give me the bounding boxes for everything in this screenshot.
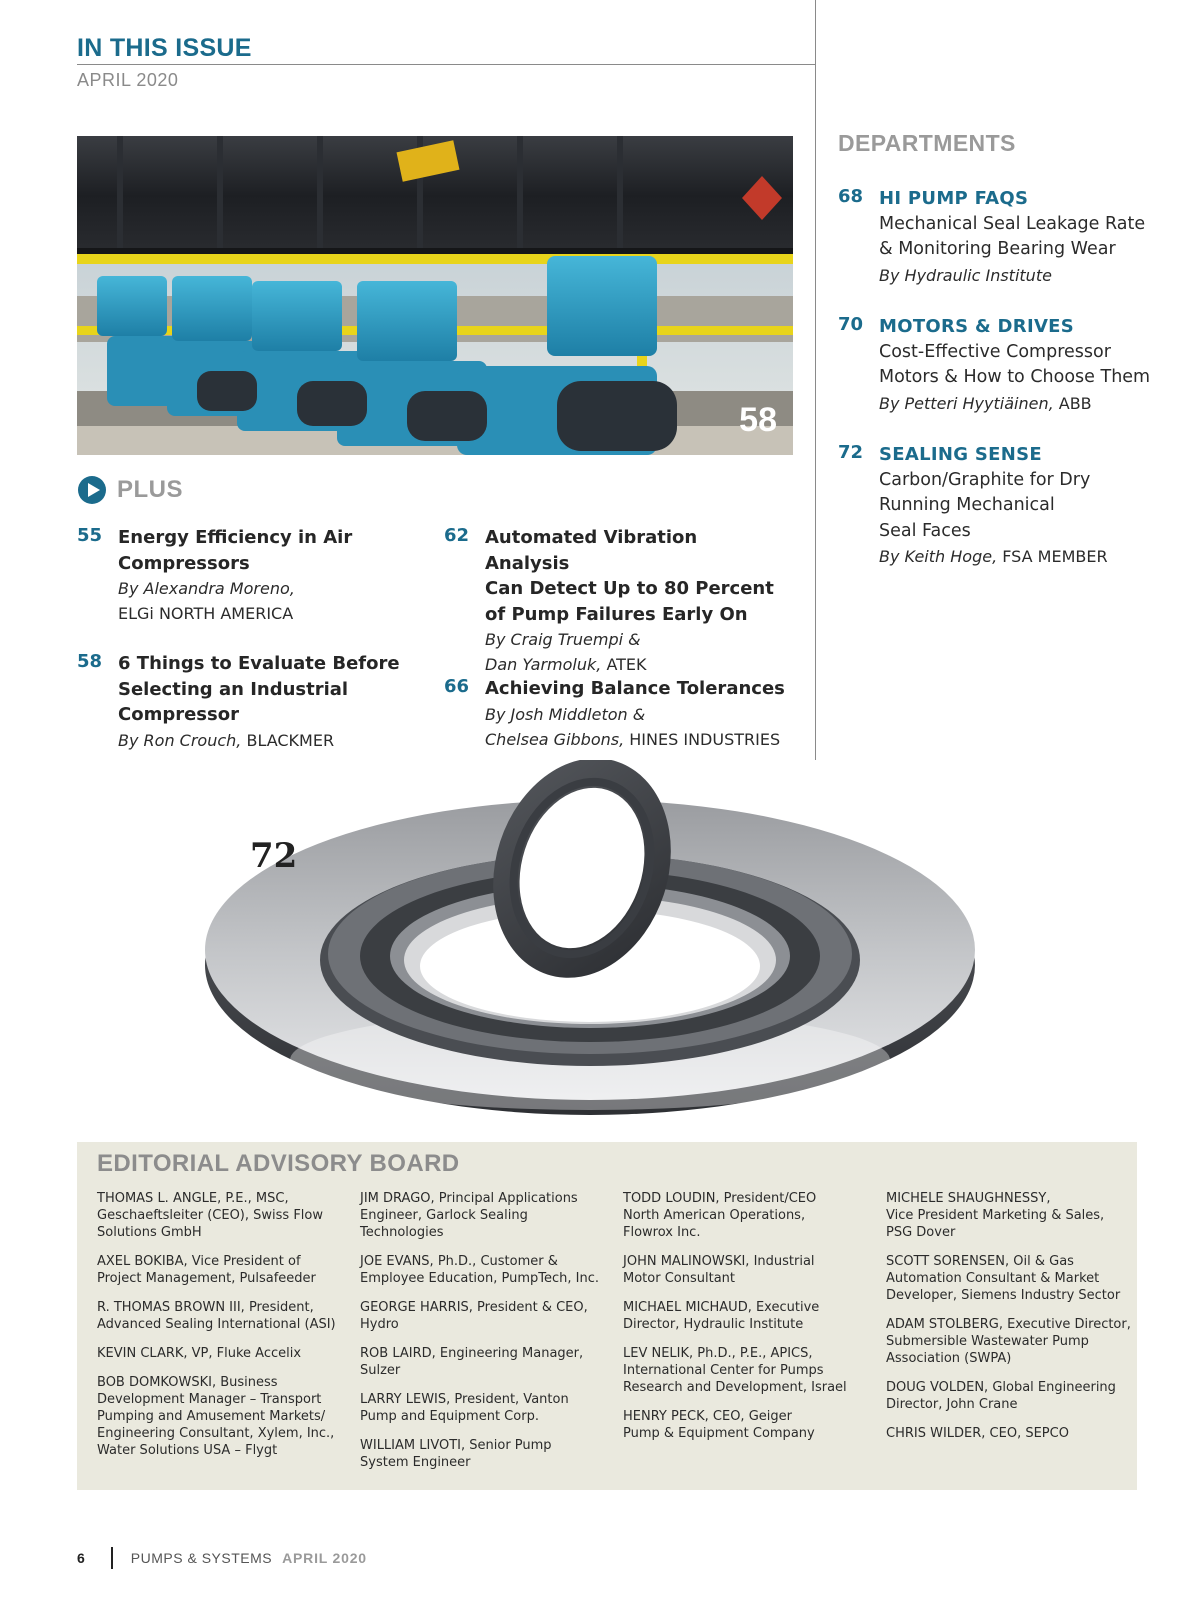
- board-title: EDITORIAL ADVISORY BOARD: [97, 1150, 460, 1177]
- board-member-line: LEV NELIK, Ph.D., P.E., APICS,: [623, 1346, 813, 1361]
- board-member-line: Association (SWPA): [886, 1351, 1012, 1366]
- plus-article-55[interactable]: [77, 525, 417, 626]
- board-member: [623, 1253, 873, 1287]
- board-member-line: JOHN MALINOWSKI, Industrial: [623, 1254, 815, 1269]
- board-member: [97, 1374, 347, 1459]
- board-member-line: GEORGE HARRIS, President & CEO,: [360, 1300, 588, 1315]
- board-member-line: WILLIAM LIVOTI, Senior Pump: [360, 1438, 552, 1453]
- plus-article-66[interactable]: [444, 676, 804, 752]
- board-column-4: [886, 1190, 1136, 1454]
- byline-org: BLACKMER: [241, 730, 335, 750]
- department-subtitle-line: Carbon/Graphite for Dry: [879, 469, 1091, 490]
- board-member-line: SCOTT SORENSEN, Oil & Gas: [886, 1254, 1074, 1269]
- board-member-line: Automation Consultant & Market: [886, 1271, 1100, 1286]
- footer-page-number: 6: [77, 1550, 85, 1566]
- board-member-line: TODD LOUDIN, President/CEO: [623, 1191, 817, 1206]
- compressor-photo[interactable]: [77, 136, 793, 455]
- department-byline: [879, 391, 1188, 417]
- editorial-advisory-board: [77, 1142, 1137, 1490]
- article-title-line: Energy Efficiency in Air: [118, 527, 353, 548]
- byline-author: Dan Yarmoluk,: [485, 655, 602, 674]
- board-member-line: Sulzer: [360, 1363, 401, 1378]
- board-member-line: Research and Development, Israel: [623, 1380, 847, 1395]
- article-byline: [118, 576, 417, 626]
- byline-author: By Josh Middleton &: [485, 704, 646, 724]
- department-subtitle: [879, 468, 1188, 545]
- board-member: [886, 1425, 1136, 1442]
- plus-label: PLUS: [117, 476, 184, 503]
- board-member-line: Hydro: [360, 1317, 399, 1332]
- department-hi-pump-faqs[interactable]: [838, 186, 1188, 289]
- byline-author: By Alexandra Moreno,: [118, 579, 295, 598]
- article-title-line: Compressor: [118, 704, 239, 725]
- board-member: [886, 1190, 1136, 1241]
- board-member-line: System Engineer: [360, 1455, 471, 1470]
- byline-org: HINES INDUSTRIES: [624, 729, 781, 749]
- hero-page-number: 58: [739, 401, 777, 439]
- board-member: [360, 1190, 610, 1241]
- byline-org: FSA MEMBER: [997, 547, 1108, 566]
- board-member-line: BOB DOMKOWSKI, Business: [97, 1375, 278, 1390]
- board-member: [886, 1253, 1136, 1304]
- plus-heading: [77, 474, 183, 506]
- article-byline: [485, 702, 804, 752]
- board-member-line: Development Manager – Transport: [97, 1392, 322, 1407]
- byline-org: ATEK: [601, 655, 647, 674]
- board-member: [360, 1253, 610, 1287]
- board-member-line: Technologies: [360, 1225, 444, 1240]
- byline-author: By Keith Hoge,: [879, 547, 998, 566]
- department-subtitle: [879, 340, 1188, 391]
- plus-article-58[interactable]: [77, 651, 417, 753]
- board-member-line: Director, John Crane: [886, 1397, 1018, 1412]
- department-page-number: 70: [838, 314, 864, 335]
- seal-rings-photo[interactable]: [190, 760, 990, 1140]
- column-divider: [815, 0, 816, 760]
- board-member: [97, 1253, 347, 1287]
- board-member-line: KEVIN CLARK, VP, Fluke Accelix: [97, 1346, 302, 1361]
- board-member-line: MICHELE SHAUGHNESSY,: [886, 1191, 1051, 1206]
- page-title: IN THIS ISSUE: [77, 34, 252, 62]
- article-page-number: 62: [444, 525, 470, 546]
- board-member-line: Solutions GmbH: [97, 1225, 202, 1240]
- board-column-1: [97, 1190, 347, 1471]
- board-member-line: Project Management, Pulsafeeder: [97, 1271, 316, 1286]
- board-member: [623, 1345, 873, 1396]
- board-member: [623, 1299, 873, 1333]
- article-title-line: Compressors: [118, 552, 250, 574]
- board-member: [360, 1391, 610, 1425]
- board-member-line: International Center for Pumps: [623, 1363, 824, 1378]
- board-member-line: Employee Education, PumpTech, Inc.: [360, 1271, 600, 1286]
- article-title-line: Achieving Balance Tolerances: [485, 678, 785, 699]
- article-title: [485, 525, 784, 627]
- board-member-line: Submersible Wastewater Pump: [886, 1334, 1089, 1349]
- board-member-line: HENRY PECK, CEO, Geiger: [623, 1409, 792, 1424]
- article-title: [118, 651, 417, 728]
- board-member: [360, 1437, 610, 1471]
- byline-org: ABB: [1053, 393, 1092, 413]
- byline-author: By Hydraulic Institute: [879, 265, 1052, 285]
- byline-author: By Craig Truempi &: [485, 630, 641, 649]
- article-page-number: 66: [444, 676, 470, 697]
- board-member: [97, 1190, 347, 1241]
- board-member-line: ROB LAIRD, Engineering Manager,: [360, 1346, 584, 1361]
- footer-magazine-name: PUMPS & SYSTEMS: [130, 1550, 273, 1566]
- article-title-line: Selecting an Industrial: [118, 678, 349, 700]
- board-member-line: Pumping and Amusement Markets/: [97, 1409, 326, 1424]
- plus-article-62[interactable]: [444, 525, 784, 677]
- department-subtitle: [879, 212, 1188, 263]
- department-page-number: 72: [838, 442, 864, 463]
- board-member-line: LARRY LEWIS, President, Vanton: [360, 1392, 569, 1407]
- board-column-3: [623, 1190, 873, 1454]
- board-member-line: PSG Dover: [886, 1225, 956, 1240]
- article-title-line: Automated Vibration Analysis: [485, 527, 698, 574]
- department-subtitle-line: Motors & How to Choose Them: [879, 367, 1151, 387]
- department-subtitle-line: Mechanical Seal Leakage Rate: [879, 213, 1146, 234]
- department-subtitle-line: Seal Faces: [879, 520, 971, 541]
- article-byline: [485, 627, 784, 677]
- board-member-line: Engineering Consultant, Xylem, Inc.,: [97, 1426, 335, 1441]
- article-title: [485, 676, 804, 702]
- board-member-line: MICHAEL MICHAUD, Executive: [623, 1300, 820, 1315]
- board-member-line: North American Operations,: [623, 1208, 806, 1223]
- article-title-line: 6 Things to Evaluate Before: [118, 653, 400, 674]
- department-title: SEALING SENSE: [879, 444, 1042, 465]
- board-member-line: Water Solutions USA – Flygt: [97, 1443, 278, 1458]
- seal-page-number: 72: [250, 836, 298, 876]
- board-member: [886, 1379, 1136, 1413]
- issue-date: APRIL 2020: [77, 70, 179, 90]
- play-circle-icon: [77, 475, 107, 505]
- board-member-line: R. THOMAS BROWN III, President,: [97, 1300, 314, 1315]
- board-member-line: CHRIS WILDER, CEO, SEPCO: [886, 1426, 1069, 1441]
- header-rule: [77, 64, 815, 65]
- board-column-2: [360, 1190, 610, 1483]
- board-member-line: Pump & Equipment Company: [623, 1426, 815, 1441]
- board-member-line: Engineer, Garlock Sealing: [360, 1208, 528, 1223]
- department-title: MOTORS & DRIVES: [879, 316, 1075, 337]
- byline-author: Chelsea Gibbons,: [485, 729, 625, 749]
- board-member-line: ADAM STOLBERG, Executive Director,: [886, 1317, 1131, 1332]
- board-member: [97, 1299, 347, 1333]
- board-member: [360, 1345, 610, 1379]
- board-member-line: Vice President Marketing & Sales,: [886, 1208, 1105, 1223]
- board-member-line: JOE EVANS, Ph.D., Customer &: [360, 1254, 558, 1269]
- board-member: [97, 1345, 347, 1362]
- footer-issue: APRIL 2020: [282, 1550, 367, 1566]
- department-sealing-sense[interactable]: [838, 442, 1188, 570]
- department-page-number: 68: [838, 186, 864, 207]
- board-member: [886, 1316, 1136, 1367]
- article-byline: [118, 728, 417, 753]
- departments-heading: DEPARTMENTS: [838, 130, 1016, 156]
- board-member-line: AXEL BOKIBA, Vice President of: [97, 1254, 301, 1269]
- board-member: [623, 1408, 873, 1442]
- department-byline: [879, 544, 1188, 570]
- department-title: HI PUMP FAQS: [879, 188, 1029, 209]
- board-member-line: Geschaeftsleiter (CEO), Swiss Flow: [97, 1208, 323, 1223]
- byline-author: By Petteri Hyytiäinen,: [879, 393, 1054, 413]
- byline-author: By Ron Crouch,: [118, 730, 242, 750]
- page-footer: [77, 1546, 367, 1570]
- board-member-line: Motor Consultant: [623, 1271, 735, 1286]
- board-member-line: Pump and Equipment Corp.: [360, 1409, 539, 1424]
- article-title-line: of Pump Failures Early On: [485, 603, 748, 625]
- board-member-line: THOMAS L. ANGLE, P.E., MSC,: [97, 1191, 289, 1206]
- board-member-line: Developer, Siemens Industry Sector: [886, 1288, 1121, 1303]
- footer-divider: [111, 1547, 113, 1569]
- department-subtitle-line: Running Mechanical: [879, 495, 1055, 515]
- board-member-line: Flowrox Inc.: [623, 1225, 701, 1240]
- department-subtitle-line: Cost-Effective Compressor: [879, 341, 1111, 362]
- board-member-line: Advanced Sealing International (ASI): [97, 1317, 336, 1332]
- department-byline: [879, 263, 1188, 289]
- board-member: [360, 1299, 610, 1333]
- byline-org: ELGi NORTH AMERICA: [118, 604, 294, 623]
- board-member-line: DOUG VOLDEN, Global Engineering: [886, 1380, 1116, 1395]
- article-title: [118, 525, 417, 576]
- department-motors-drives[interactable]: [838, 314, 1188, 417]
- department-subtitle-line: & Monitoring Bearing Wear: [879, 239, 1116, 259]
- article-title-line: Can Detect Up to 80 Percent: [485, 578, 774, 599]
- article-page-number: 58: [77, 651, 103, 672]
- board-member-line: JIM DRAGO, Principal Applications: [360, 1191, 578, 1206]
- board-member: [623, 1190, 873, 1241]
- article-page-number: 55: [77, 525, 103, 546]
- board-member-line: Director, Hydraulic Institute: [623, 1317, 804, 1332]
